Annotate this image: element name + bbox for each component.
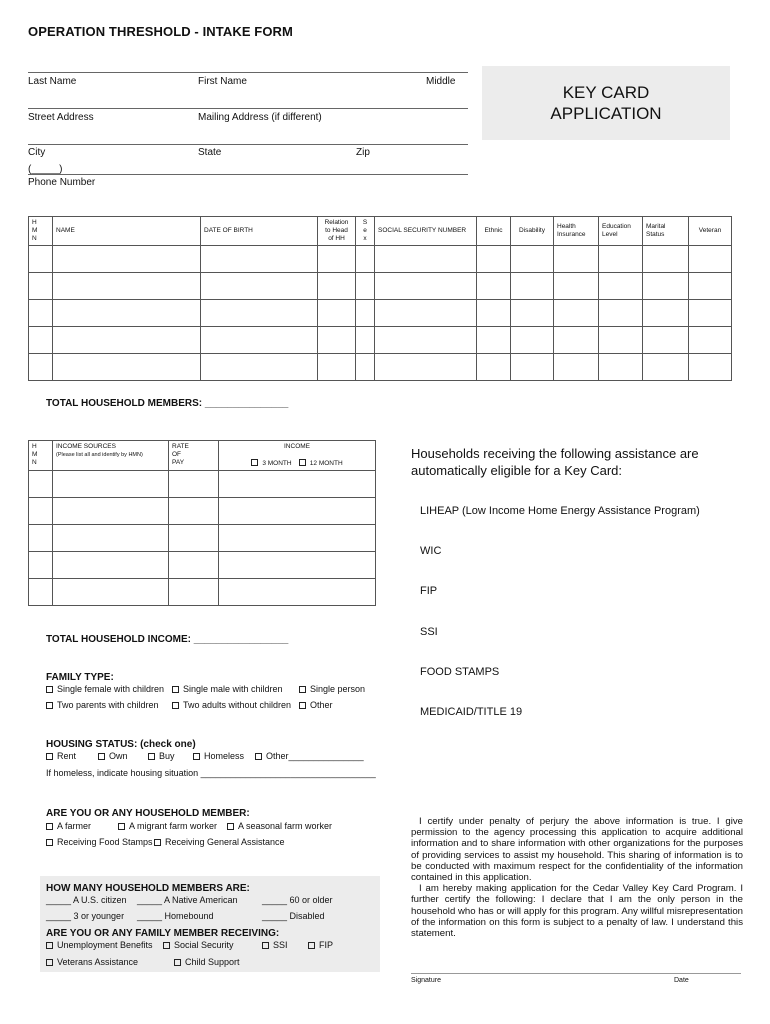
income-sources-header: [53, 441, 169, 471]
housing-status-heading: HOUSING STATUS: (check one): [46, 739, 196, 750]
household-header-row: [29, 217, 732, 246]
income-sources-title: INCOME SOURCES: [56, 443, 116, 450]
phone-number-label: Phone Number: [28, 177, 96, 188]
income-hmn-header: H M N: [29, 441, 53, 471]
sex-header: S e x: [356, 217, 375, 246]
signature-label: Signature: [411, 977, 441, 984]
key-card-line2: APPLICATION: [550, 104, 662, 123]
option-homeless[interactable]: Homeless: [193, 751, 244, 761]
program-liheap: LIHEAP (Low Income Home Energy Assistance Program): [420, 505, 700, 517]
checkbox[interactable]: [262, 942, 269, 949]
zip-label: Zip: [356, 147, 370, 158]
option-two-parents[interactable]: Two parents with children: [46, 700, 159, 710]
option-general-assistance[interactable]: Receiving General Assistance: [154, 837, 285, 847]
income-period-options: [222, 459, 372, 468]
count-disabled[interactable]: _____ Disabled: [262, 911, 325, 921]
option-buy[interactable]: Buy: [148, 751, 175, 761]
city-line[interactable]: [28, 144, 468, 145]
name-line[interactable]: [28, 72, 468, 73]
option-single-male[interactable]: Single male with children: [172, 684, 283, 694]
count-us-citizen[interactable]: _____ A U.S. citizen: [46, 895, 127, 905]
checkbox[interactable]: [148, 753, 155, 760]
how-many-heading: HOW MANY HOUSEHOLD MEMBERS ARE:: [46, 883, 250, 894]
option-veterans-assistance[interactable]: Veterans Assistance: [46, 957, 138, 967]
checkbox[interactable]: [98, 753, 105, 760]
checkbox[interactable]: [46, 823, 53, 830]
name-header: NAME: [53, 217, 201, 246]
total-household-income: TOTAL HOUSEHOLD INCOME: _________________: [46, 634, 289, 645]
count-homebound[interactable]: _____ Homebound: [137, 911, 214, 921]
table-row[interactable]: [29, 552, 376, 579]
count-60-or-older[interactable]: _____ 60 or older: [262, 895, 333, 905]
checkbox[interactable]: [308, 942, 315, 949]
table-row[interactable]: [29, 471, 376, 498]
three-month-label: 3 MONTH: [262, 460, 292, 467]
program-medicaid: MEDICAID/TITLE 19: [420, 706, 523, 718]
education-header: Education Level: [599, 217, 643, 246]
checkbox[interactable]: [174, 959, 181, 966]
option-single-person[interactable]: Single person: [299, 684, 365, 694]
family-type-heading: FAMILY TYPE:: [46, 672, 114, 683]
twelve-month-label: 12 MONTH: [309, 460, 343, 467]
street-address-label: Street Address: [28, 112, 94, 123]
eligibility-heading: Households receiving the following assistance are automatically eligible for a Key Card:: [411, 446, 699, 478]
checkbox[interactable]: [46, 839, 53, 846]
key-card-banner: [482, 66, 730, 140]
option-ssi[interactable]: SSI: [262, 940, 288, 950]
hmn-header: H M N: [29, 217, 53, 246]
last-name-label: Last Name: [28, 76, 77, 87]
key-card-line1: KEY CARD: [562, 83, 650, 102]
table-row[interactable]: [29, 273, 732, 300]
income-table: [28, 440, 376, 606]
first-name-label: First Name: [198, 76, 247, 87]
checkbox[interactable]: [172, 702, 179, 709]
checkbox[interactable]: [46, 686, 53, 693]
total-household-members: TOTAL HOUSEHOLD MEMBERS: _______________: [46, 398, 289, 409]
address-line[interactable]: [28, 108, 468, 109]
homeless-situation-field[interactable]: If homeless, indicate housing situation ___________________________________: [46, 768, 376, 778]
option-rent[interactable]: Rent: [46, 751, 76, 761]
checkbox[interactable]: [118, 823, 125, 830]
table-row[interactable]: [29, 498, 376, 525]
twelve-month-checkbox[interactable]: [299, 459, 306, 466]
checkbox[interactable]: [46, 959, 53, 966]
health-insurance-header: Health Insurance: [554, 217, 599, 246]
option-unemployment[interactable]: Unemployment Benefits: [46, 940, 153, 950]
program-ssi: SSI: [420, 626, 438, 638]
checkbox[interactable]: [255, 753, 262, 760]
income-header-title: INCOME: [284, 443, 310, 450]
option-social-security[interactable]: Social Security: [163, 940, 234, 950]
count-3-or-younger[interactable]: _____ 3 or younger: [46, 911, 125, 921]
phone-line[interactable]: [28, 174, 468, 175]
receiving-heading: ARE YOU OR ANY FAMILY MEMBER RECEIVING:: [46, 928, 280, 939]
checkbox[interactable]: [46, 702, 53, 709]
table-row[interactable]: [29, 354, 732, 381]
dob-header: DATE OF BIRTH: [201, 217, 318, 246]
option-fip[interactable]: FIP: [308, 940, 333, 950]
option-farmer[interactable]: A farmer: [46, 821, 91, 831]
program-wic: WIC: [420, 545, 442, 557]
form-title: OPERATION THRESHOLD - INTAKE FORM: [28, 24, 293, 39]
table-row[interactable]: [29, 525, 376, 552]
table-row[interactable]: [29, 300, 732, 327]
count-native-american[interactable]: _____ A Native American: [137, 895, 238, 905]
household-table: [28, 216, 732, 381]
income-header-row: [29, 441, 376, 471]
marital-header: Marital Status: [643, 217, 689, 246]
checkbox[interactable]: [46, 942, 53, 949]
table-row[interactable]: [29, 327, 732, 354]
checkbox[interactable]: [172, 686, 179, 693]
option-seasonal-farm-worker[interactable]: A seasonal farm worker: [227, 821, 332, 831]
table-row[interactable]: [29, 579, 376, 606]
date-label: Date: [674, 977, 689, 984]
ethnic-header: Ethnic: [477, 217, 511, 246]
state-label: State: [198, 147, 222, 158]
income-header: [219, 441, 376, 471]
checkbox[interactable]: [299, 702, 306, 709]
income-sources-note: (Please list all and identify by HMN): [56, 452, 143, 458]
option-food-stamps[interactable]: Receiving Food Stamps: [46, 837, 153, 847]
checkbox[interactable]: [227, 823, 234, 830]
certification-paragraph-1: I certify under penalty of perjury the above information is true. I give permission to the agency processing this application to acquire additional information and to share information with other organizations for the purposes of providing services to assist my household. This sharing of information is to be conducted with maximum respect for the confidentiality of the information contained in this application.: [411, 816, 743, 884]
table-row[interactable]: [29, 246, 732, 273]
relation-header: Relation to Head of HH: [318, 217, 356, 246]
program-fip: FIP: [420, 585, 438, 597]
city-label: City: [28, 147, 46, 158]
signature-line[interactable]: [411, 973, 741, 974]
option-housing-other[interactable]: Other_______________: [255, 751, 364, 761]
checkbox[interactable]: [46, 753, 53, 760]
option-two-adults[interactable]: Two adults without children: [172, 700, 291, 710]
household-member-heading: ARE YOU OR ANY HOUSEHOLD MEMBER:: [46, 808, 250, 819]
certification-paragraph-2: I am hereby making application for the Cedar Valley Key Card Program. I further certify the following: I declare that I am the only person in the household who has or will apply for this program. Any willful misrepresentation of the information on this form is subject to a penalty of law. I understand this statement.: [411, 883, 743, 940]
option-migrant-farm-worker[interactable]: A migrant farm worker: [118, 821, 217, 831]
rate-of-pay-header: RATE OF PAY: [169, 441, 219, 471]
checkbox[interactable]: [193, 753, 200, 760]
checkbox[interactable]: [154, 839, 161, 846]
ssn-header: SOCIAL SECURITY NUMBER: [375, 217, 477, 246]
checkbox[interactable]: [163, 942, 170, 949]
middle-label: Middle: [426, 76, 456, 87]
veteran-header: Veteran: [689, 217, 732, 246]
checkbox[interactable]: [299, 686, 306, 693]
program-food-stamps: FOOD STAMPS: [420, 666, 500, 678]
option-own[interactable]: Own: [98, 751, 128, 761]
mailing-address-label: Mailing Address (if different): [198, 112, 322, 123]
three-month-checkbox[interactable]: [251, 459, 258, 466]
disability-header: Disability: [511, 217, 554, 246]
option-child-support[interactable]: Child Support: [174, 957, 240, 967]
certification-statement: [411, 816, 743, 939]
option-single-female[interactable]: Single female with children: [46, 684, 164, 694]
option-other[interactable]: Other: [299, 700, 333, 710]
phone-prefix: (_____): [28, 164, 63, 175]
